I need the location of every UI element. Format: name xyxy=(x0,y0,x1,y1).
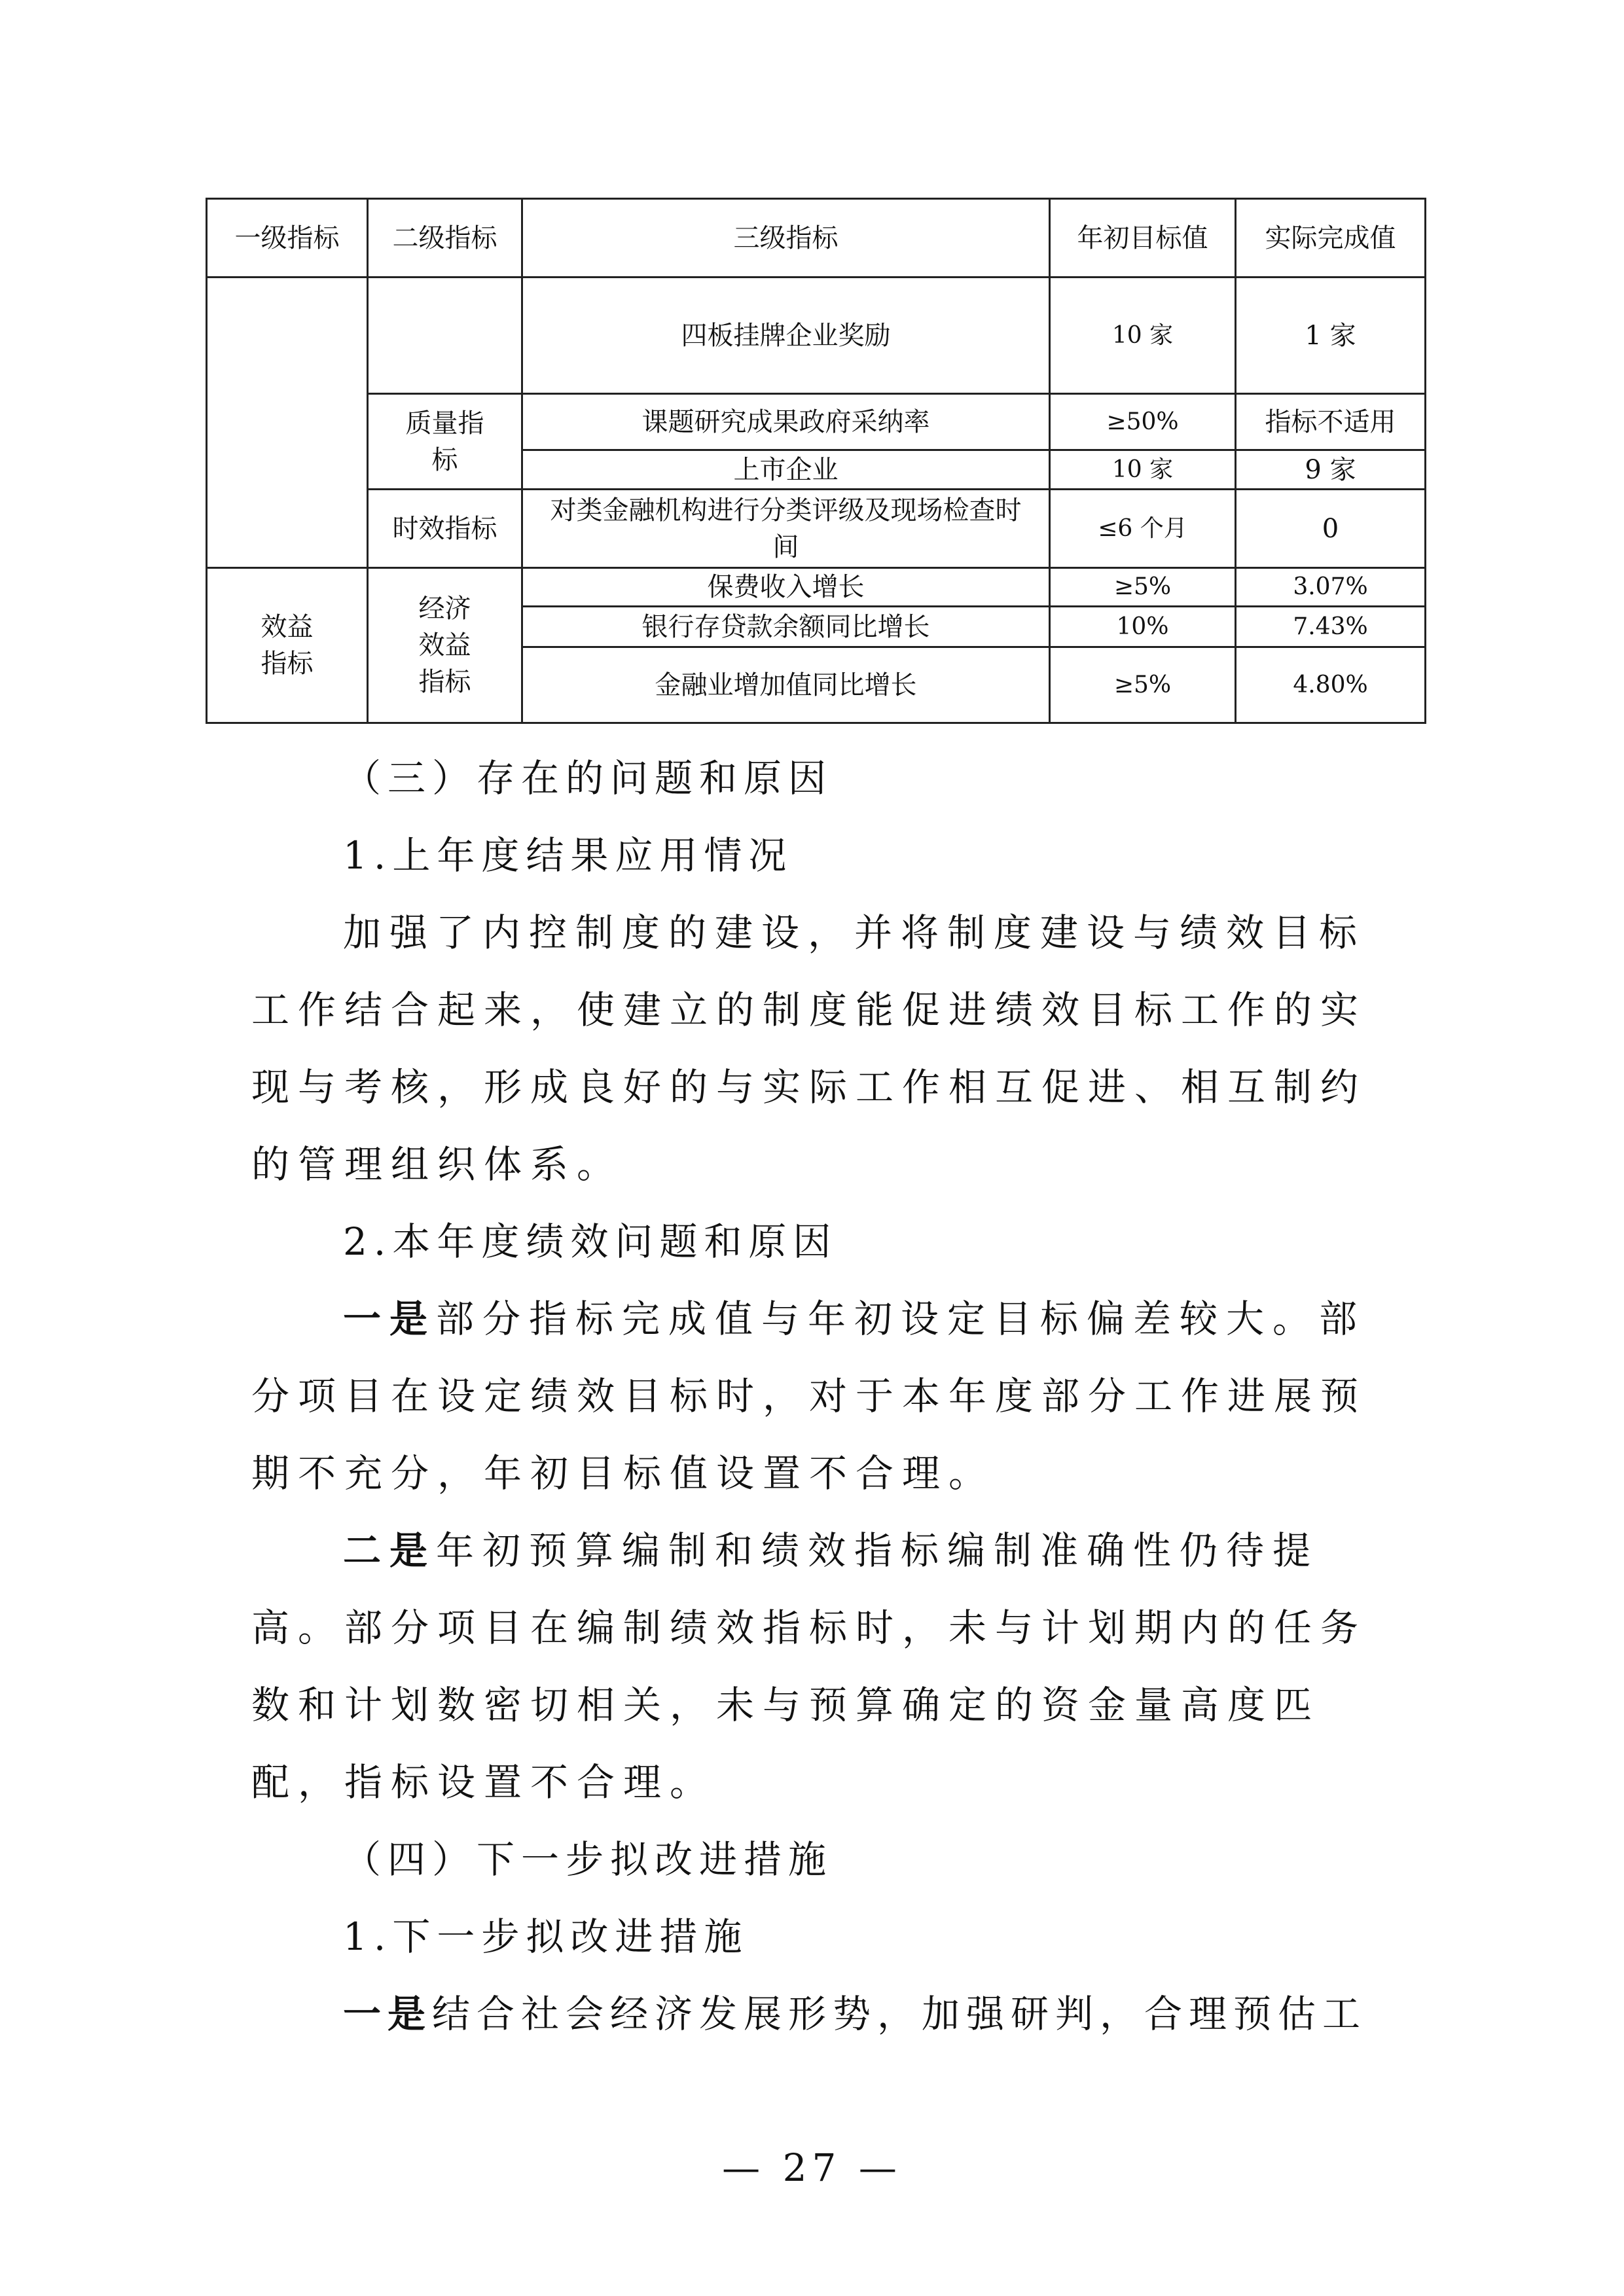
item2-heading: 2.本年度绩效问题和原因 xyxy=(343,1219,838,1264)
point-2-lead: 二是 xyxy=(343,1528,437,1573)
target-cell: ≤6 个月 xyxy=(1050,490,1236,568)
point-3-lead: 一是 xyxy=(343,1992,433,2036)
header-target: 年初目标值 xyxy=(1050,199,1236,278)
actual-cell: 9 家 xyxy=(1236,450,1426,490)
table-row xyxy=(207,278,1426,394)
level3-cell: 金融业增加值同比增长 xyxy=(522,647,1050,723)
level3-cell: 对类金融机构进行分类评级及现场检查时间 xyxy=(522,490,1050,568)
level2-empty-cell xyxy=(368,278,522,394)
header-level3: 三级指标 xyxy=(522,199,1050,278)
page-number: — 27 — xyxy=(722,2145,902,2190)
target-cell: ≥5% xyxy=(1050,647,1236,723)
table-header-row xyxy=(207,199,1426,278)
actual-cell: 指标不适用 xyxy=(1236,394,1426,450)
point-1-text: 部分指标完成值与年初设定目标偏差较大。部分项目在设定绩效目标时，对于本年度部分工作进展预期不充分，年初目标值设置不合理。 xyxy=(251,1297,1367,1496)
section4-heading: （四）下一步拟改进措施 xyxy=(343,1837,833,1882)
item1-paragraph: 加强了内控制度的建设，并将制度建设与绩效目标工作结合起来，使建立的制度能促进绩效目标工作的实现与考核，形成良好的与实际工作相互促进、相互制约的管理组织体系。 xyxy=(251,910,1367,1187)
level2-timeliness-cell: 时效指标 xyxy=(368,490,522,568)
level3-cell: 课题研究成果政府采纳率 xyxy=(522,394,1050,450)
header-actual: 实际完成值 xyxy=(1236,199,1426,278)
level3-cell: 上市企业 xyxy=(522,450,1050,490)
level2-economic-cell: 经济效益指标 xyxy=(368,568,522,723)
item4-1-heading: 1.下一步拟改进措施 xyxy=(343,1914,749,1959)
indicator-table xyxy=(206,198,1426,724)
level3-cell: 四板挂牌企业奖励 xyxy=(522,278,1050,394)
level2-quality-cell: 质量指标 xyxy=(368,394,522,490)
level1-benefit-cell: 效益指标 xyxy=(207,568,368,723)
actual-cell: 0 xyxy=(1236,490,1426,568)
paragraph-point-2 xyxy=(251,1512,1384,1821)
table-row xyxy=(207,568,1426,607)
actual-cell: 3.07% xyxy=(1236,568,1426,607)
actual-cell: 7.43% xyxy=(1236,607,1426,647)
table-row xyxy=(207,394,1426,450)
actual-cell: 1 家 xyxy=(1236,278,1426,394)
target-cell: 10 家 xyxy=(1050,278,1236,394)
point-2-text: 年初预算编制和绩效指标编制准确性仍待提高。部分项目在编制绩效指标时，未与计划期内的任务数和计划数密切相关，未与预算确定的资金量高度匹配，指标设置不合理。 xyxy=(251,1528,1367,1804)
paragraph-point-1 xyxy=(251,1280,1384,1512)
header-level1: 一级指标 xyxy=(207,199,368,278)
target-cell: 10% xyxy=(1050,607,1236,647)
target-cell: 10 家 xyxy=(1050,450,1236,490)
header-level2: 二级指标 xyxy=(368,199,522,278)
table-row xyxy=(207,490,1426,568)
level3-cell: 银行存贷款余额同比增长 xyxy=(522,607,1050,647)
actual-cell: 4.80% xyxy=(1236,647,1426,723)
paragraph-point-3 xyxy=(343,1975,1475,2053)
item1-heading: 1.上年度结果应用情况 xyxy=(343,833,793,878)
target-cell: ≥50% xyxy=(1050,394,1236,450)
point-1-lead: 一是 xyxy=(343,1297,437,1341)
level3-cell: 保费收入增长 xyxy=(522,568,1050,607)
target-cell: ≥5% xyxy=(1050,568,1236,607)
level1-empty-cell xyxy=(207,278,368,568)
point-3-text: 结合社会经济发展形势，加强研判，合理预估工 xyxy=(432,1992,1367,2036)
section3-heading: （三）存在的问题和原因 xyxy=(343,756,833,800)
